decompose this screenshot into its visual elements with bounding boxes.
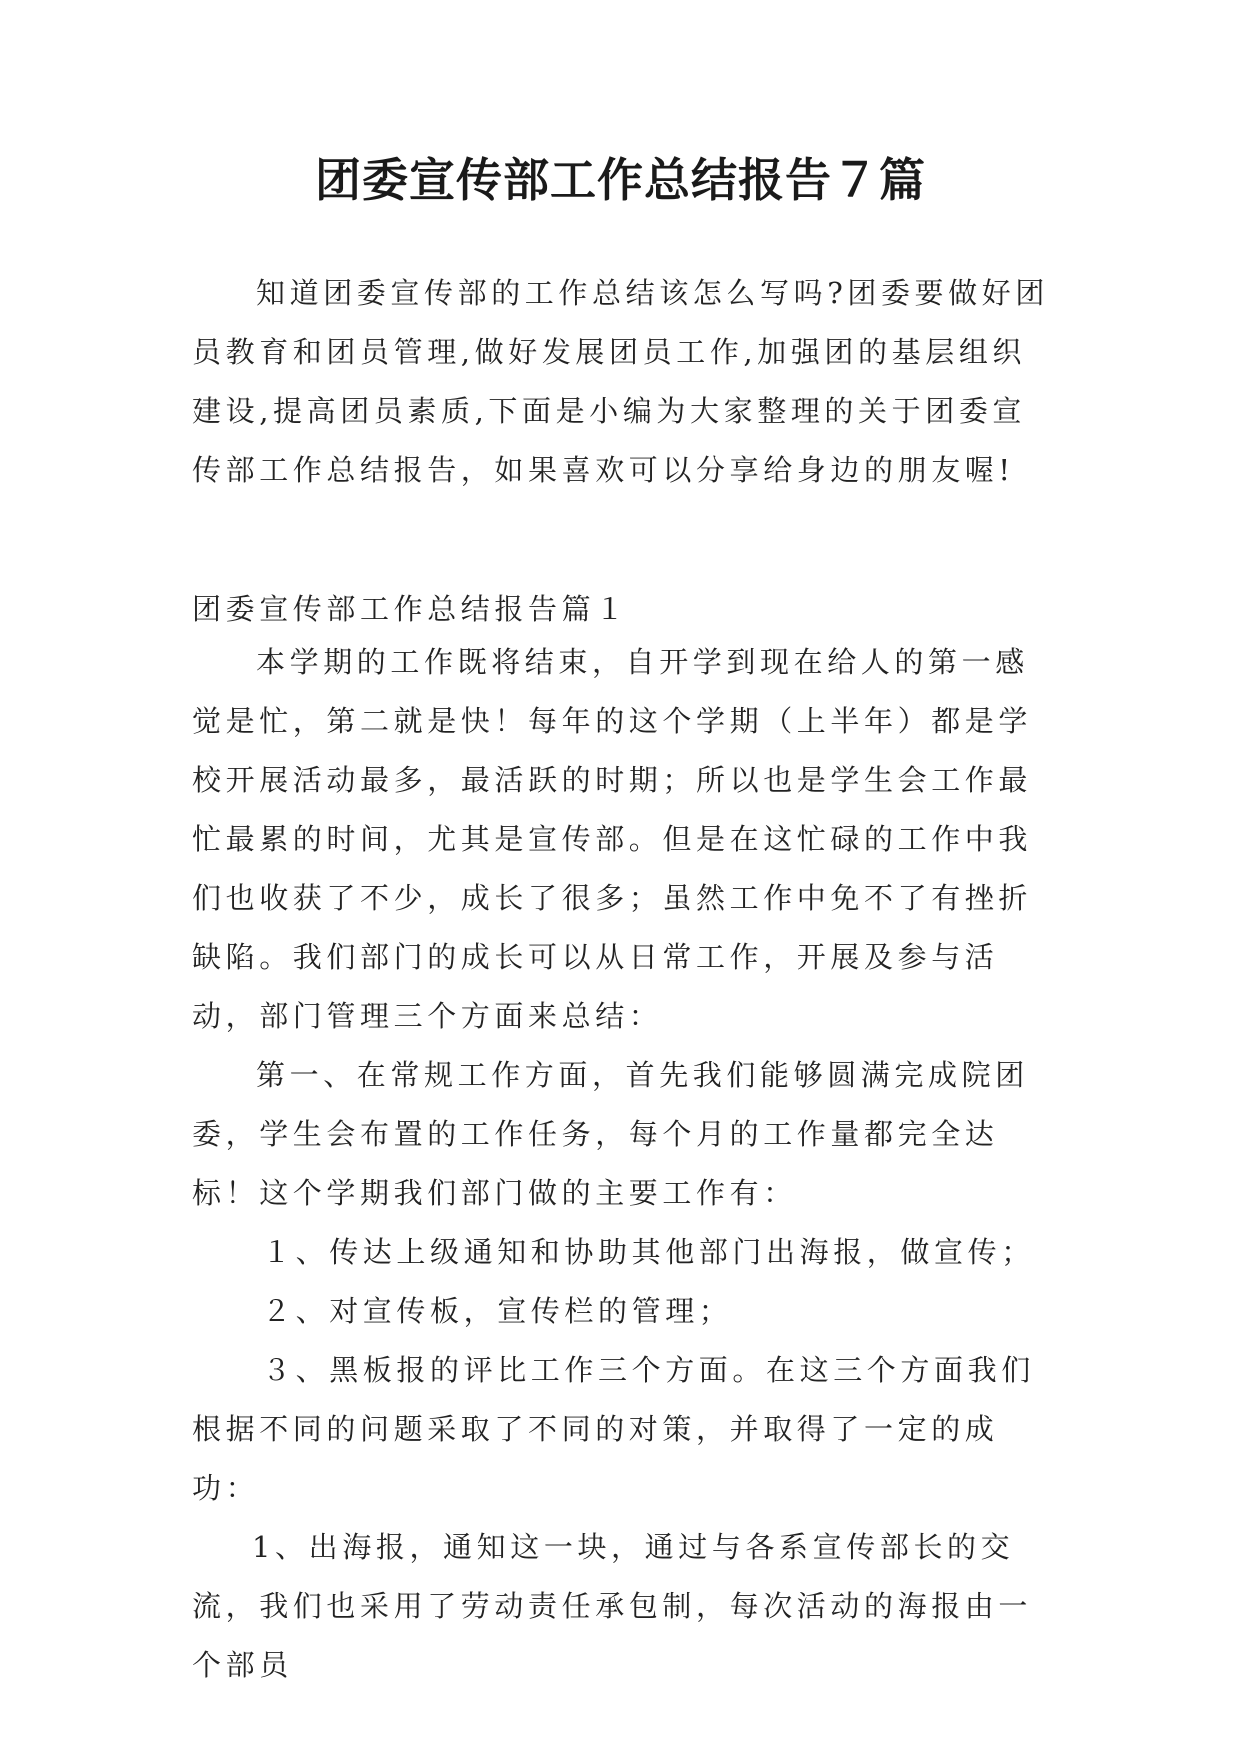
intro-paragraph: 知道团委宣传部的工作总结该怎么写吗?团委要做好团员教育和团员管理,做好发展团员工作,加强团的基层组织建设,提高团员素质,下面是小编为大家整理的关于团委宣传部工作总结报告，如果喜欢可以分享给身边的朋友喔! <box>192 276 1049 487</box>
paragraph-routine-work: 第一、在常规工作方面，首先我们能够圆满完成院团委，学生会布置的工作任务，每个月的工作量都完全达标！这个学期我们部门做的主要工作有： <box>192 1058 1029 1210</box>
document-title: 团委宣传部工作总结报告７篇 <box>315 153 926 207</box>
paragraph-summary: 本学期的工作既将结束，自开学到现在给人的第一感觉是忙，第二就是快！每年的这个学期（上半年）都是学校开展活动最多，最活跃的时期；所以也是学生会工作最忙最累的时间，尤其是宣传部。但是在这忙碌的工作中我们也收获了不少，成长了很多；虽然工作中免不了有挫折缺陷。我们部门的成长可以从日常工作，开展及参与活动，部门管理三个方面来总结： <box>192 645 1033 1033</box>
section-content <box>192 633 1052 1695</box>
list-item: １、传达上级通知和协助其他部门出海报，做宣传； <box>262 1235 1035 1269</box>
list-item: ３、黑板报的评比工作三个方面。在这三个方面我们根据不同的问题采取了不同的对策，并取得了一定的成功： <box>192 1353 1035 1505</box>
section-heading: 团委宣传部工作总结报告篇１ <box>192 592 629 626</box>
paragraph-posters: 1、出海报，通知这一块，通过与各系宣传部长的交流，我们也采用了劳动责任承包制，每次活动的海报由一个部员 <box>192 1530 1033 1682</box>
list-item: ２、对宣传板，宣传栏的管理； <box>262 1294 733 1328</box>
